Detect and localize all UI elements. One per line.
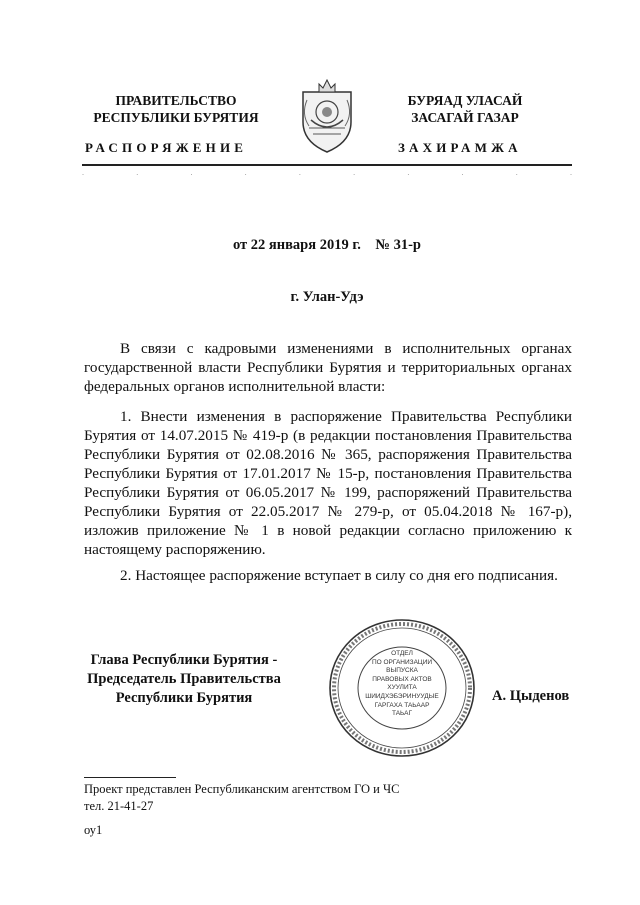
preamble-paragraph: В связи с кадровыми изменениями в исполнительных органах государственной власти Республики Бурятия и территориальных органах федеральных органов исполнительной власти: [84, 340, 572, 395]
signatory-title-line1: Глава Республики Бурятия - [90, 652, 278, 668]
header-right-line1: БУРЯАД УЛАСАЙ [407, 93, 523, 108]
header-right-doc-type: ЗАХИРАМЖА [398, 140, 522, 155]
item-2-paragraph: 2. Настоящее распоряжение вступает в силу со дня его подписания. [120, 567, 558, 584]
stamp-line5: ХУУЛИТА [387, 684, 417, 692]
stamp-line3: ВЫПУСКА [386, 667, 418, 675]
stamp-line4: ПРАВОВЫХ АКТОВ [372, 675, 432, 683]
document-city: г. Улан-Удэ [290, 289, 364, 305]
header-left-org [86, 92, 266, 126]
coat-of-arms-emblem [297, 74, 357, 154]
stamp-line8: ТАЬАГ [391, 710, 413, 718]
footer-phone: тел. 21-41-27 [84, 799, 154, 813]
document-date-number: от 22 января 2019 г. № 31-р [232, 237, 422, 253]
header-right-line2: ЗАСАГАЙ ГАЗАР [411, 110, 519, 125]
stamp-inner-text [364, 650, 440, 719]
signatory-title [84, 651, 284, 708]
stamp-line1: ОТДЕЛ [391, 650, 413, 657]
footer-project-note: Проект представлен Республиканским агентством ГО и ЧС [84, 782, 400, 796]
header-left-line2: РЕСПУБЛИКИ БУРЯТИЯ [93, 110, 259, 125]
header-dotted-line: . . . . . . . . . . [82, 168, 572, 177]
footer-code: оу1 [84, 823, 103, 837]
header-divider [82, 164, 572, 166]
official-stamp [328, 618, 476, 758]
stamp-line6: ШИИДХЭБЭРИНУУДЫЕ [365, 692, 439, 700]
signatory-title-line2: Председатель Правительства [87, 671, 281, 687]
header-left-line1: ПРАВИТЕЛЬСТВО [115, 93, 237, 108]
signatory-title-line3: Республики Бурятия [115, 690, 253, 706]
signatory-name: А. Цыденов [492, 688, 570, 704]
header-left-doc-type: РАСПОРЯЖЕНИЕ [85, 140, 248, 155]
stamp-line2: ПО ОРГАНИЗАЦИИ [371, 658, 433, 666]
stamp-line7: ГАРГАХА ТАЬААР [374, 701, 430, 709]
item-1-paragraph: 1. Внести изменения в распоряжение Правительства Республики Бурятия от 14.07.2015 № 419-р (в редакции постановления Правительства Республики Бурятия от 02.08.2016 № 365, распоряжения Правительства Республики Бурятия от 17.01.2017 № 15-р, постановления Правительства Республики Бурятия от 06.05.2017 № 199, распоряжений Правительства Республики Бурятия от 22.05.2017 № 279-р, от 05.04.2018 № 167-р), изложив приложение № 1 в новой редакции согласно приложению к настоящему распоряжению. [84, 408, 572, 558]
header-right-org [385, 92, 545, 126]
footer-divider [84, 777, 176, 778]
